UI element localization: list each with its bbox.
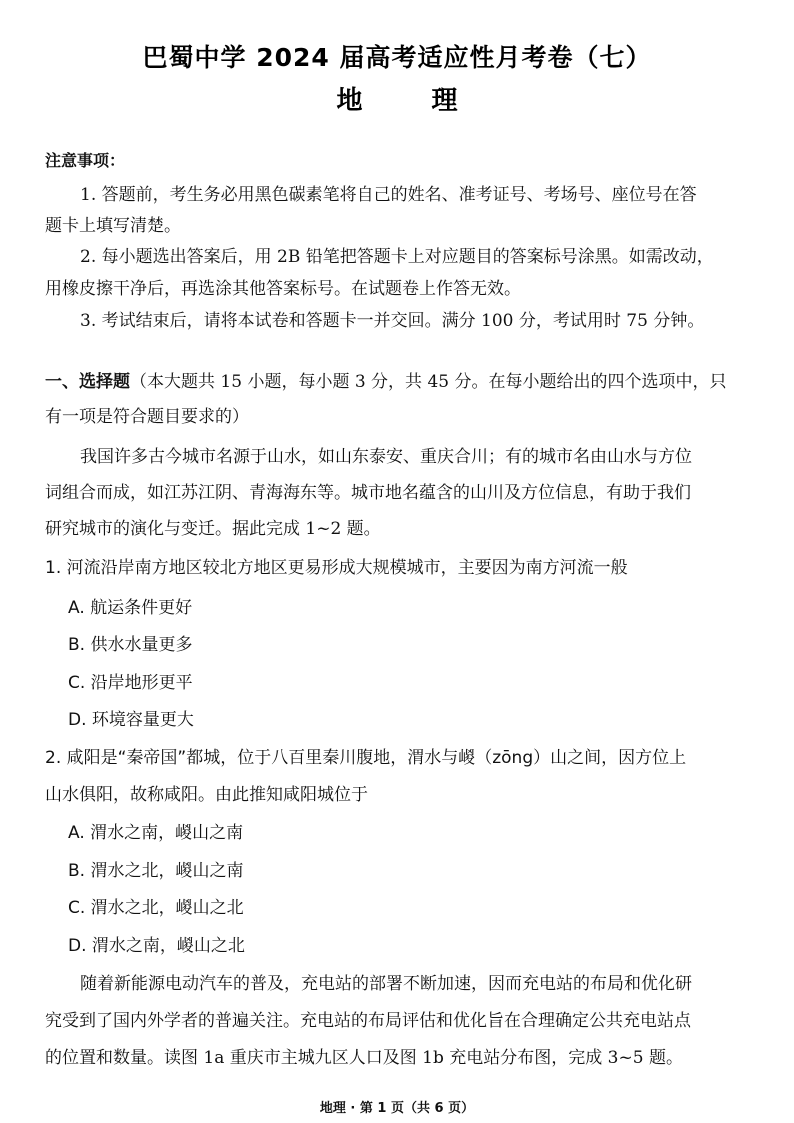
exam-title: 巴蜀中学 2024 届高考适应性月考卷（七） xyxy=(142,43,652,72)
passage-line: 我国许多古今城市名源于山水，如山东泰安、重庆合川；有的城市名由山水与方位 xyxy=(80,447,692,467)
question-1-option-b: B. 供水水量更多 xyxy=(68,635,193,655)
subject-title: 地 理 xyxy=(336,86,488,116)
passage-line: 研究城市的演化与变迁。据此完成 1~2 题。 xyxy=(45,519,381,539)
question-1-stem: 1. 河流沿岸南方地区较北方地区更易形成大规模城市，主要因为南方河流一般 xyxy=(45,558,628,578)
section-description-cont: 有一项是符合题目要求的） xyxy=(45,407,249,427)
question-1-option-a: A. 航运条件更好 xyxy=(68,598,193,618)
notice-line: 题卡上填写清楚。 xyxy=(45,216,181,236)
section-heading: 一、选择题 xyxy=(45,372,130,392)
section-heading-row xyxy=(45,371,727,393)
question-2-option-a: A. 渭水之南，嵕山之南 xyxy=(68,823,244,843)
notice-heading: 注意事项： xyxy=(45,151,126,170)
notice-line: 2. 每小题选出答案后，用 2B 铅笔把答题卡上对应题目的答案标号涂黑。如需改动， xyxy=(80,247,714,267)
passage-line: 词组合而成，如江苏江阴、青海海东等。城市地名蕴含的山川及方位信息，有助于我们 xyxy=(45,483,691,503)
question-2-option-c: C. 渭水之北，嵕山之北 xyxy=(68,898,244,918)
question-2-stem-cont: 山水俱阳，故称咸阳。由此推知咸阳城位于 xyxy=(45,785,368,805)
question-1-option-c: C. 沿岸地形更平 xyxy=(68,673,193,693)
question-1-option-d: D. 环境容量更大 xyxy=(68,710,194,730)
passage-line: 的位置和数量。读图 1a 重庆市主城九区人口及图 1b 充电站分布图，完成 3~5 题。 xyxy=(45,1048,683,1068)
passage-line: 随着新能源电动汽车的普及，充电站的部署不断加速，因而充电站的布局和优化研 xyxy=(80,974,692,994)
question-2-stem: 2. 咸阳是“秦帝国”都城，位于八百里秦川腹地，渭水与嵕（zōng）山之间，因方位上 xyxy=(45,748,687,768)
notice-line: 用橡皮擦干净后，再选涂其他答案标号。在试题卷上作答无效。 xyxy=(45,279,521,299)
passage-line: 究受到了国内外学者的普遍关注。充电站的布局评估和优化旨在合理确定公共充电站点 xyxy=(45,1011,691,1031)
notice-line: 1. 答题前，考生务必用黑色碳素笔将自己的姓名、准考证号、考场号、座位号在答 xyxy=(80,185,697,205)
question-2-option-d: D. 渭水之南，嵕山之北 xyxy=(68,936,245,956)
question-2-option-b: B. 渭水之北，嵕山之南 xyxy=(68,861,244,881)
section-description: （本大题共 15 小题，每小题 3 分，共 45 分。在每小题给出的四个选项中，只 xyxy=(130,372,727,392)
notice-line: 3. 考试结束后，请将本试卷和答题卡一并交回。满分 100 分，考试用时 75 分钟。 xyxy=(80,311,705,331)
page-footer: 地理 · 第 1 页（共 6 页） xyxy=(319,1101,475,1116)
